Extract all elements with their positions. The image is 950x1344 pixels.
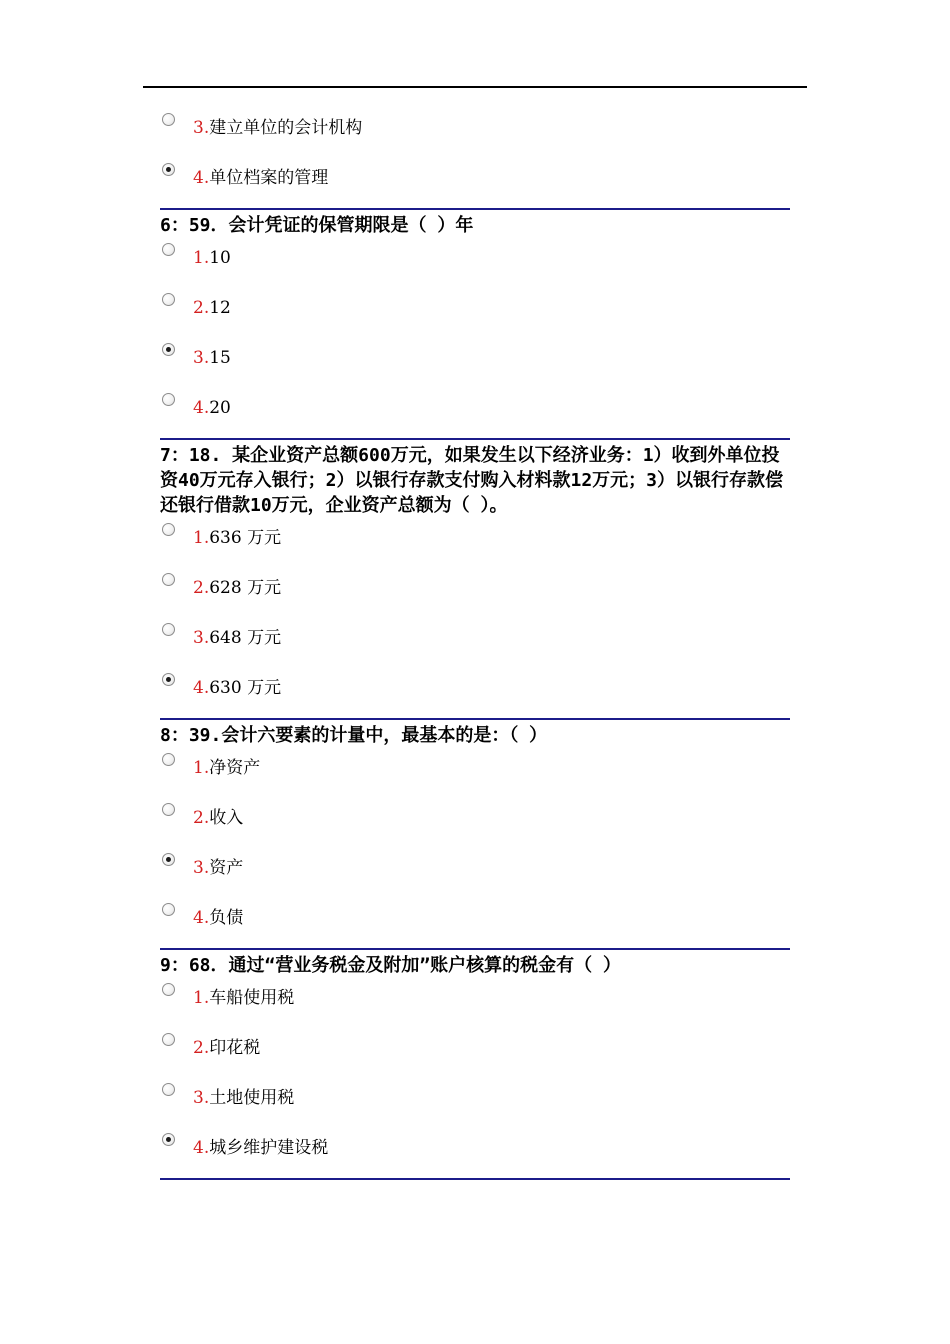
question-title: 9：68．通过“营业务税金及附加”账户核算的税金有（ ）	[160, 955, 622, 976]
quiz-content	[160, 118, 790, 1180]
option-label: 1.10	[193, 248, 231, 268]
radio-button[interactable]	[162, 983, 175, 996]
option-q8-4[interactable]	[160, 898, 790, 948]
top-rule	[143, 86, 807, 88]
option-label: 1.636 万元	[193, 528, 282, 548]
option-label: 2.628 万元	[193, 578, 282, 598]
radio-button[interactable]	[162, 1083, 175, 1096]
question-8	[160, 720, 790, 948]
question-9	[160, 950, 790, 1178]
option-label: 4.负债	[193, 908, 244, 928]
radio-button[interactable]	[162, 523, 175, 536]
option-q7-1[interactable]	[160, 518, 790, 568]
option-q6-1[interactable]	[160, 238, 790, 288]
separator	[160, 1178, 790, 1180]
question-6	[160, 210, 790, 438]
question-7	[160, 440, 790, 718]
option-q5-3[interactable]	[160, 108, 790, 158]
radio-button[interactable]	[162, 293, 175, 306]
radio-button[interactable]	[162, 623, 175, 636]
radio-button[interactable]	[162, 1133, 175, 1146]
radio-button[interactable]	[162, 903, 175, 916]
option-q6-4[interactable]	[160, 388, 790, 438]
option-label: 1.车船使用税	[193, 988, 295, 1008]
question-title: 8：39.会计六要素的计量中，最基本的是：（ ）	[160, 725, 548, 746]
option-q7-3[interactable]	[160, 618, 790, 668]
option-q7-2[interactable]	[160, 568, 790, 618]
option-q6-2[interactable]	[160, 288, 790, 338]
radio-button[interactable]	[162, 163, 175, 176]
option-label: 3.648 万元	[193, 628, 282, 648]
option-q7-4[interactable]	[160, 668, 790, 718]
radio-button[interactable]	[162, 753, 175, 766]
option-label: 4.城乡维护建设税	[193, 1138, 329, 1158]
radio-button[interactable]	[162, 673, 175, 686]
option-label: 4.630 万元	[193, 678, 282, 698]
radio-button[interactable]	[162, 803, 175, 816]
option-q8-3[interactable]	[160, 848, 790, 898]
question-5-continued	[160, 108, 790, 208]
option-q9-2[interactable]	[160, 1028, 790, 1078]
option-q8-2[interactable]	[160, 798, 790, 848]
option-label: 4.单位档案的管理	[193, 168, 329, 188]
option-q6-3[interactable]	[160, 338, 790, 388]
option-label: 4.20	[193, 398, 231, 418]
option-label: 2.收入	[193, 808, 244, 828]
option-label: 3.15	[193, 348, 231, 368]
option-label: 3.建立单位的会计机构	[193, 118, 363, 138]
option-label: 3.土地使用税	[193, 1088, 295, 1108]
radio-button[interactable]	[162, 243, 175, 256]
radio-button[interactable]	[162, 1033, 175, 1046]
radio-button[interactable]	[162, 853, 175, 866]
option-q5-4[interactable]	[160, 158, 790, 208]
option-label: 1.净资产	[193, 758, 261, 778]
question-title: 6：59．会计凭证的保管期限是（ ）年	[160, 215, 474, 236]
radio-button[interactable]	[162, 573, 175, 586]
option-label: 3.资产	[193, 858, 244, 878]
option-q9-1[interactable]	[160, 978, 790, 1028]
option-label: 2.12	[193, 298, 231, 318]
option-q9-4[interactable]	[160, 1128, 790, 1178]
radio-button[interactable]	[162, 343, 175, 356]
option-q9-3[interactable]	[160, 1078, 790, 1128]
option-q8-1[interactable]	[160, 748, 790, 798]
option-label: 2.印花税	[193, 1038, 261, 1058]
radio-button[interactable]	[162, 393, 175, 406]
radio-button[interactable]	[162, 113, 175, 126]
question-title: 7：18. 某企业资产总额600万元，如果发生以下经济业务：1）收到外单位投资40万元存入银行；2）以银行存款支付购入材料款12万元；3）以银行存款偿还银行借款10万元，企业资产总额为（ ）。	[160, 445, 784, 516]
